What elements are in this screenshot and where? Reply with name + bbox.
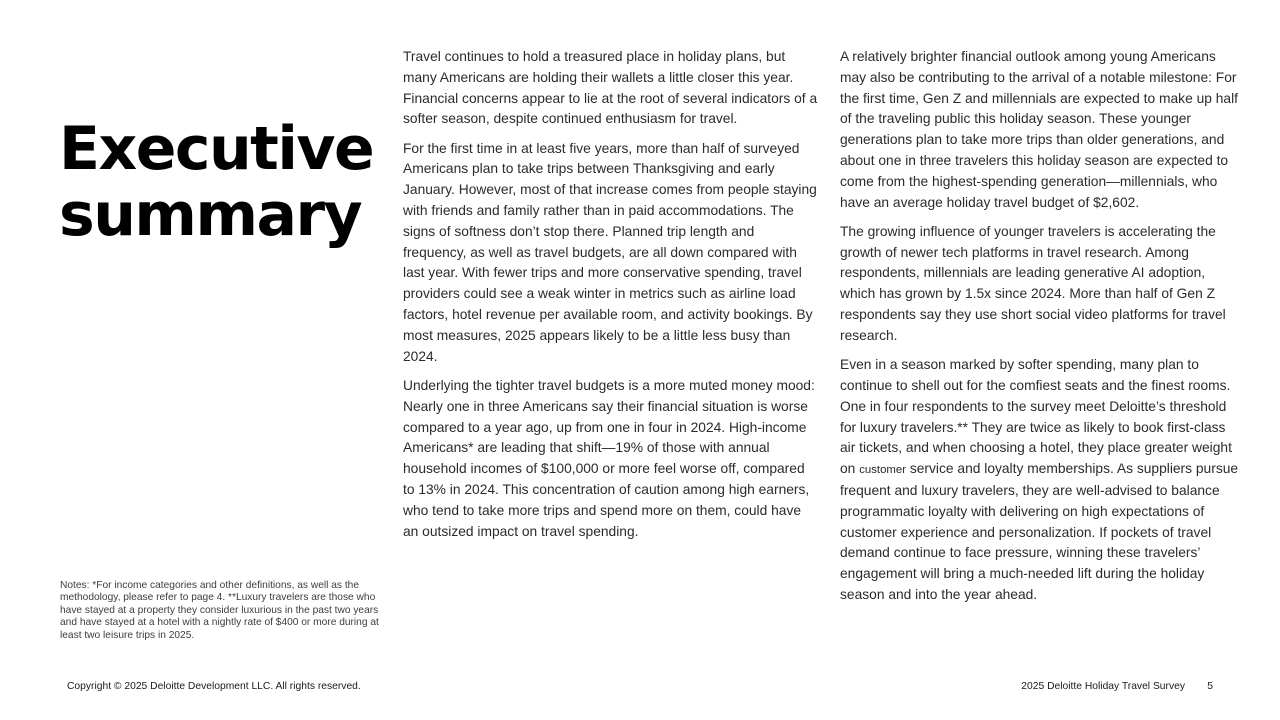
footnotes: Notes: *For income categories and other definitions, as well as the methodology, please refer to page 4. **Luxury travelers are those who have stayed at a property they consider luxurious in the past two years and have stayed at a hotel with a nightly rate of $400 or more during at least two leisure trips in 2025. (60, 580, 379, 641)
footer-page-number: 5 (1207, 681, 1213, 692)
page-title: Executive summary (59, 114, 374, 250)
paragraph-luxury-text-after: service and loyalty memberships. As suppliers pursue frequent and luxury travelers, they are well-advised to balance programmatic loyalty with delivering on high expectations of customer experience and personalization. If pockets of travel demand continue to face pressure, winning these travelers’ engagement will bring a much-needed lift during the holiday season and into the year ahead. (840, 461, 1239, 602)
paragraph-money-mood: Underlying the tighter travel budgets is a more muted money mood: Nearly one in three Americans say their financial situation is worse compared to a year ago, up from one in four in 2024. High-income Americans* are leading that shift—19% of those with annual household incomes of $100,000 or more feel worse off, compared to 13% in 2024. This concentration of caution among high earners, who tend to take more trips and spend more on them, could have an outsized impact on travel spending. (403, 377, 815, 539)
column-middle (403, 47, 819, 551)
paragraph-genz-millennials: A relatively brighter financial outlook among young Americans may also be contributing to the arrival of a notable milestone: For the first time, Gen Z and millennials are expected to make up half of the traveling public this holiday season. These younger generations plan to take more trips than older generations, and about one in three travelers this holiday season are expected to come from the highest-spending generation—millennials, who have an average holiday travel budget of $2,602. (840, 49, 1239, 210)
footer-copyright: Copyright © 2025 Deloitte Development LLC. All rights reserved. (67, 681, 361, 692)
paragraph-trip-trends: For the first time in at least five years, more than half of surveyed Americans plan to take trips between Thanksgiving and early January. However, most of that increase comes from people staying with friends and family rather than in paid accommodations. The signs of softness don’t stop there. Planned trip length and frequency, as well as travel budgets, are all down compared with last year. With fewer trips and more conservative spending, travel providers could see a weak winter in metrics such as airline load factors, hotel revenue per available room, and activity bookings. By most measures, 2025 appears likely to be a little less busy than 2024. (403, 140, 817, 364)
paragraph-luxury-text-before: Even in a season marked by softer spending, many plan to continue to shell out for the comfiest seats and the finest rooms. One in four respondents to the survey meet Deloitte’s threshold for luxury travelers.** They are twice as likely to book first-class air tickets, and when choosing a hotel, they place greater weight on (840, 357, 1232, 477)
paragraph-tech-platforms: The growing influence of younger travelers is accelerating the growth of newer tech platforms in travel research. Among respondents, millennials are leading generative AI adoption, which has grown by 1.5x since 2024. More than half of Gen Z respondents say they use short social video platforms for travel research. (840, 223, 1226, 343)
paragraph-luxury-travelers (840, 355, 1244, 606)
paragraph-luxury-text-small: customer (859, 464, 907, 477)
footer-document-title: 2025 Deloitte Holiday Travel Survey (1021, 681, 1185, 692)
column-right (840, 47, 1244, 614)
paragraph-travel-plans: Travel continues to hold a treasured place in holiday plans, but many Americans are holding their wallets a little closer this year. Financial concerns appear to lie at the root of several indicators of a softer season, despite continued enthusiasm for travel. (403, 49, 818, 127)
